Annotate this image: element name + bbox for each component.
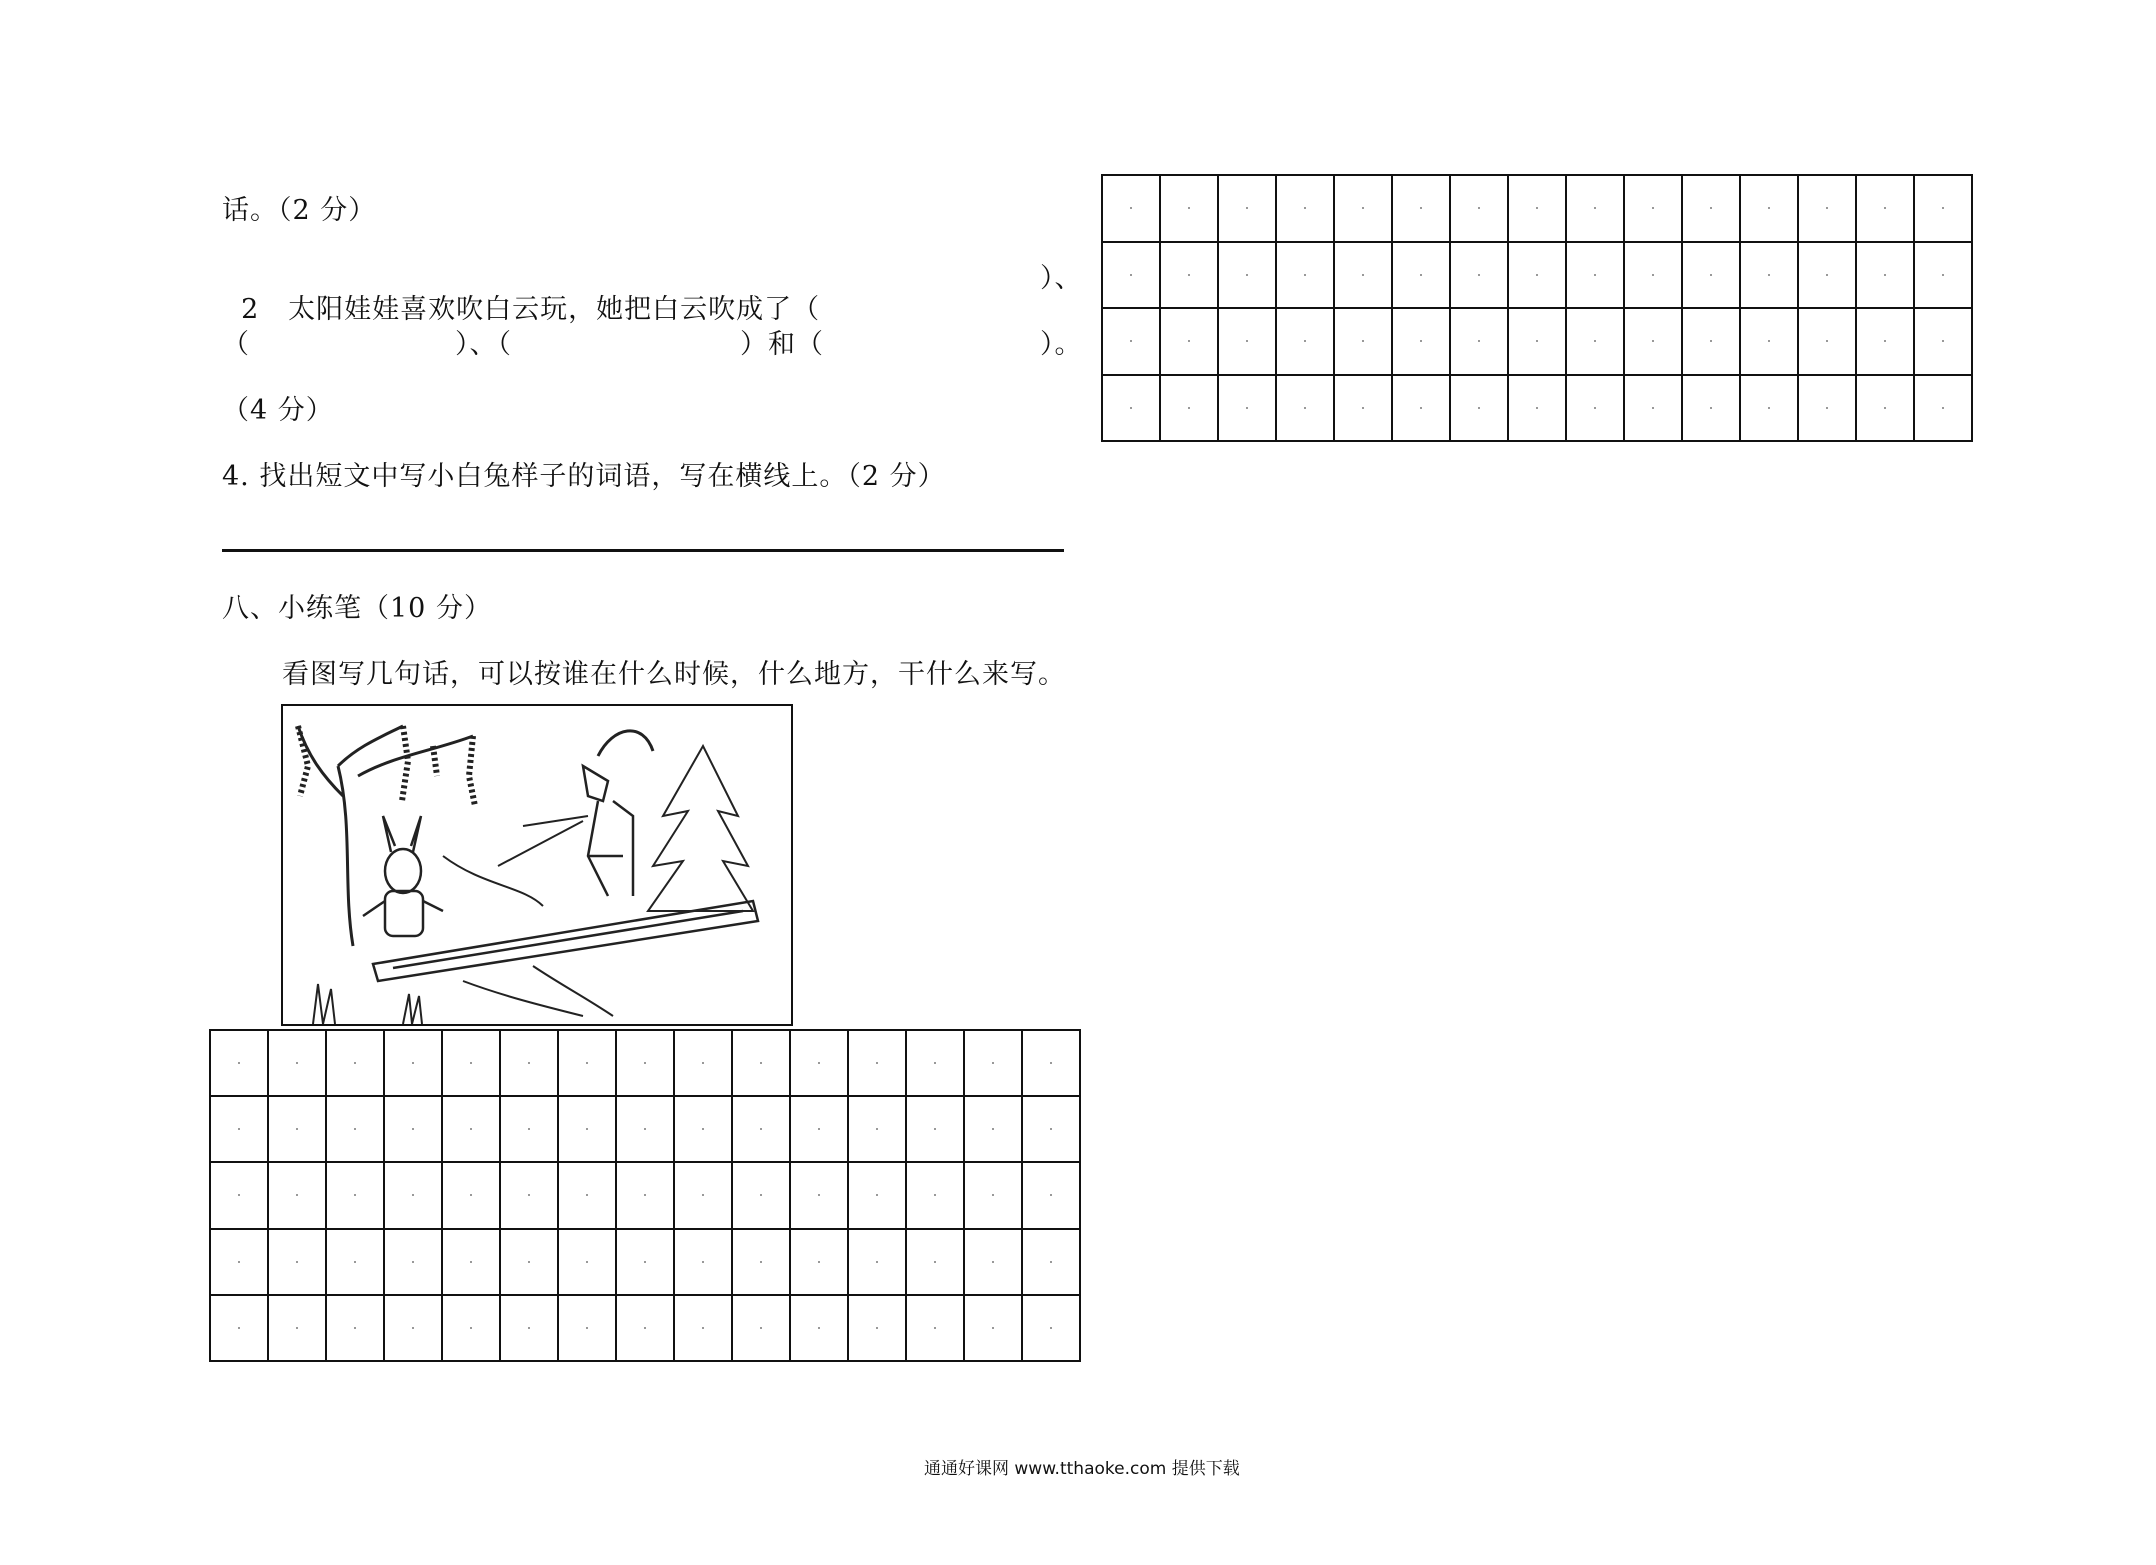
grid-cell[interactable] bbox=[1160, 308, 1218, 375]
question-2-line-1-suffix: ）、 bbox=[1040, 263, 1083, 294]
grid-cell[interactable] bbox=[1392, 308, 1450, 375]
grid-cell[interactable] bbox=[268, 1162, 326, 1228]
grid-cell[interactable] bbox=[1740, 375, 1798, 442]
pine-tree-icon bbox=[648, 746, 753, 911]
grid-cell[interactable] bbox=[790, 1295, 848, 1361]
grid-cell[interactable] bbox=[964, 1229, 1022, 1295]
grid-cell[interactable] bbox=[1856, 308, 1914, 375]
grid-cell[interactable] bbox=[616, 1096, 674, 1162]
grid-cell[interactable] bbox=[790, 1162, 848, 1228]
grid-cell[interactable] bbox=[1334, 375, 1392, 442]
grid-cell[interactable] bbox=[384, 1030, 442, 1096]
grid-cell[interactable] bbox=[500, 1030, 558, 1096]
grid-cell[interactable] bbox=[1856, 375, 1914, 442]
grid-cell[interactable] bbox=[1102, 308, 1160, 375]
grid-cell[interactable] bbox=[1624, 242, 1682, 309]
grid-cell[interactable] bbox=[268, 1096, 326, 1162]
grid-cell[interactable] bbox=[616, 1229, 674, 1295]
grid-cell[interactable] bbox=[1508, 375, 1566, 442]
grid-cell[interactable] bbox=[1450, 175, 1508, 242]
grid-cell[interactable] bbox=[1856, 175, 1914, 242]
grid-cell[interactable] bbox=[1624, 308, 1682, 375]
grid-row bbox=[210, 1162, 1080, 1228]
grid-cell[interactable] bbox=[964, 1162, 1022, 1228]
grid-row bbox=[210, 1096, 1080, 1162]
grid-cell[interactable] bbox=[1566, 308, 1624, 375]
grid-cell[interactable] bbox=[326, 1162, 384, 1228]
grid-cell[interactable] bbox=[732, 1030, 790, 1096]
grid-cell[interactable] bbox=[1566, 375, 1624, 442]
question-2-score: （4 分） bbox=[222, 395, 334, 426]
grid-cell[interactable] bbox=[848, 1295, 906, 1361]
grid-cell[interactable] bbox=[1334, 308, 1392, 375]
grid-cell[interactable] bbox=[1798, 175, 1856, 242]
grid-cell[interactable] bbox=[1276, 308, 1334, 375]
section-8-instruction: 看图写几句话，可以按谁在什么时候，什么地方，干什么来写。 bbox=[282, 659, 1066, 690]
grid-cell[interactable] bbox=[558, 1030, 616, 1096]
grid-cell[interactable] bbox=[848, 1030, 906, 1096]
grid-row bbox=[1102, 375, 1972, 442]
grid-cell[interactable] bbox=[1392, 242, 1450, 309]
grid-cell[interactable] bbox=[848, 1162, 906, 1228]
grid-cell[interactable] bbox=[616, 1162, 674, 1228]
question-2-paren-sep-1: ）、（ bbox=[455, 329, 512, 360]
section-8-title: 八、小练笔（10 分） bbox=[222, 593, 492, 624]
grid-cell[interactable] bbox=[1740, 175, 1798, 242]
grid-cell[interactable] bbox=[442, 1229, 500, 1295]
grid-cell[interactable] bbox=[210, 1229, 268, 1295]
grid-cell[interactable] bbox=[1566, 242, 1624, 309]
grid-cell[interactable] bbox=[1218, 175, 1276, 242]
question-continuation: 话。（2 分） bbox=[222, 195, 377, 226]
grid-cell[interactable] bbox=[1218, 242, 1276, 309]
grid-cell[interactable] bbox=[616, 1295, 674, 1361]
grid-cell[interactable] bbox=[1566, 175, 1624, 242]
grid-cell[interactable] bbox=[1914, 308, 1972, 375]
grid-cell[interactable] bbox=[500, 1229, 558, 1295]
grid-cell[interactable] bbox=[1392, 375, 1450, 442]
grid-cell[interactable] bbox=[674, 1295, 732, 1361]
grid-cell[interactable] bbox=[732, 1162, 790, 1228]
grid-cell[interactable] bbox=[1022, 1030, 1080, 1096]
grid-cell[interactable] bbox=[558, 1096, 616, 1162]
grid-cell[interactable] bbox=[1914, 175, 1972, 242]
grid-cell[interactable] bbox=[674, 1030, 732, 1096]
illustration-rabbit-goat-bridge bbox=[281, 704, 793, 1026]
grid-cell[interactable] bbox=[1914, 375, 1972, 442]
grid-cell[interactable] bbox=[326, 1295, 384, 1361]
grid-cell[interactable] bbox=[1682, 308, 1740, 375]
question-2-paren-1-open: （ bbox=[222, 329, 250, 360]
grid-cell[interactable] bbox=[558, 1162, 616, 1228]
grid-cell[interactable] bbox=[674, 1096, 732, 1162]
question-2-paren-close: ）。 bbox=[1040, 329, 1083, 360]
answer-line[interactable] bbox=[222, 549, 1064, 552]
grid-cell[interactable] bbox=[790, 1096, 848, 1162]
question-2-prefix: 2 太阳娃娃喜欢吹白云玩，她把白云吹成了（ bbox=[241, 294, 821, 325]
grid-cell[interactable] bbox=[1334, 175, 1392, 242]
grid-cell[interactable] bbox=[1102, 375, 1160, 442]
grid-cell[interactable] bbox=[1160, 375, 1218, 442]
grid-cell[interactable] bbox=[1218, 308, 1276, 375]
log-bridge-icon bbox=[373, 901, 758, 981]
grid-cell[interactable] bbox=[326, 1030, 384, 1096]
grid-cell[interactable] bbox=[906, 1295, 964, 1361]
grid-cell[interactable] bbox=[732, 1295, 790, 1361]
grid-cell[interactable] bbox=[558, 1295, 616, 1361]
footer-credit: 通通好课网 www.tthaoke.com 提供下载 bbox=[924, 1459, 1240, 1479]
grid-cell[interactable] bbox=[906, 1162, 964, 1228]
grid-cell[interactable] bbox=[1682, 175, 1740, 242]
grid-cell[interactable] bbox=[790, 1030, 848, 1096]
grid-cell[interactable] bbox=[1798, 375, 1856, 442]
grid-cell[interactable] bbox=[210, 1295, 268, 1361]
grid-cell[interactable] bbox=[732, 1229, 790, 1295]
question-2-paren-sep-2: ）和（ bbox=[740, 329, 824, 360]
grid-row bbox=[1102, 242, 1972, 309]
grid-cell[interactable] bbox=[1218, 375, 1276, 442]
grid-cell[interactable] bbox=[1682, 242, 1740, 309]
grid-cell[interactable] bbox=[326, 1229, 384, 1295]
grid-cell[interactable] bbox=[1798, 242, 1856, 309]
grid-cell[interactable] bbox=[558, 1229, 616, 1295]
grid-cell[interactable] bbox=[442, 1295, 500, 1361]
grid-cell[interactable] bbox=[674, 1229, 732, 1295]
grid-cell[interactable] bbox=[384, 1229, 442, 1295]
sketch-drawing bbox=[283, 706, 791, 1024]
grid-cell[interactable] bbox=[210, 1162, 268, 1228]
grid-cell[interactable] bbox=[500, 1096, 558, 1162]
grid-cell[interactable] bbox=[1102, 242, 1160, 309]
grid-cell[interactable] bbox=[500, 1162, 558, 1228]
grid-cell[interactable] bbox=[442, 1096, 500, 1162]
goat-icon bbox=[498, 731, 653, 896]
grid-cell[interactable] bbox=[1160, 242, 1218, 309]
grid-cell[interactable] bbox=[268, 1229, 326, 1295]
grid-cell[interactable] bbox=[790, 1229, 848, 1295]
grid-cell[interactable] bbox=[1276, 242, 1334, 309]
grid-cell[interactable] bbox=[964, 1030, 1022, 1096]
grid-cell[interactable] bbox=[1508, 175, 1566, 242]
grid-cell[interactable] bbox=[906, 1030, 964, 1096]
grid-cell[interactable] bbox=[500, 1295, 558, 1361]
grid-cell[interactable] bbox=[1102, 175, 1160, 242]
grid-row bbox=[1102, 308, 1972, 375]
grid-cell[interactable] bbox=[210, 1096, 268, 1162]
grid-cell[interactable] bbox=[674, 1162, 732, 1228]
question-4: 4. 找出短文中写小白兔样子的词语，写在横线上。（2 分） bbox=[222, 461, 946, 492]
grid-cell[interactable] bbox=[1276, 175, 1334, 242]
grid-cell[interactable] bbox=[1022, 1096, 1080, 1162]
writing-grid-right[interactable] bbox=[1101, 174, 1973, 442]
grid-cell[interactable] bbox=[384, 1096, 442, 1162]
grid-cell[interactable] bbox=[1914, 242, 1972, 309]
grid-row bbox=[210, 1030, 1080, 1096]
grid-row bbox=[210, 1295, 1080, 1361]
grid-cell[interactable] bbox=[848, 1096, 906, 1162]
grid-cell[interactable] bbox=[1450, 375, 1508, 442]
grid-cell[interactable] bbox=[1508, 308, 1566, 375]
grid-cell[interactable] bbox=[1276, 375, 1334, 442]
grid-cell[interactable] bbox=[384, 1162, 442, 1228]
writing-grid-left[interactable] bbox=[209, 1029, 1081, 1362]
grid-cell[interactable] bbox=[442, 1030, 500, 1096]
grid-cell[interactable] bbox=[616, 1030, 674, 1096]
grid-cell[interactable] bbox=[1624, 175, 1682, 242]
grid-cell[interactable] bbox=[442, 1162, 500, 1228]
grid-cell[interactable] bbox=[1856, 242, 1914, 309]
grid-cell[interactable] bbox=[1450, 308, 1508, 375]
grid-cell[interactable] bbox=[906, 1096, 964, 1162]
grid-cell[interactable] bbox=[848, 1229, 906, 1295]
grid-cell[interactable] bbox=[210, 1030, 268, 1096]
grid-cell[interactable] bbox=[1740, 308, 1798, 375]
grid-cell[interactable] bbox=[384, 1295, 442, 1361]
grid-cell[interactable] bbox=[268, 1295, 326, 1361]
grid-cell[interactable] bbox=[1022, 1229, 1080, 1295]
grid-cell[interactable] bbox=[268, 1030, 326, 1096]
grid-cell[interactable] bbox=[1022, 1295, 1080, 1361]
grid-cell[interactable] bbox=[1798, 308, 1856, 375]
grid-cell[interactable] bbox=[1624, 375, 1682, 442]
grid-cell[interactable] bbox=[1334, 242, 1392, 309]
grid-cell[interactable] bbox=[1740, 242, 1798, 309]
grid-cell[interactable] bbox=[326, 1096, 384, 1162]
question-2-line-1 bbox=[222, 256, 820, 326]
grid-cell[interactable] bbox=[1508, 242, 1566, 309]
grid-cell[interactable] bbox=[1450, 242, 1508, 309]
grid-cell[interactable] bbox=[964, 1295, 1022, 1361]
grid-cell[interactable] bbox=[1682, 375, 1740, 442]
rabbit-icon bbox=[363, 816, 443, 936]
grid-row bbox=[210, 1229, 1080, 1295]
grid-cell[interactable] bbox=[1022, 1162, 1080, 1228]
grid-cell[interactable] bbox=[732, 1096, 790, 1162]
grid-cell[interactable] bbox=[964, 1096, 1022, 1162]
grid-row bbox=[1102, 175, 1972, 242]
grass-icon bbox=[313, 984, 422, 1024]
grid-cell[interactable] bbox=[906, 1229, 964, 1295]
grid-cell[interactable] bbox=[1160, 175, 1218, 242]
grid-cell[interactable] bbox=[1392, 175, 1450, 242]
